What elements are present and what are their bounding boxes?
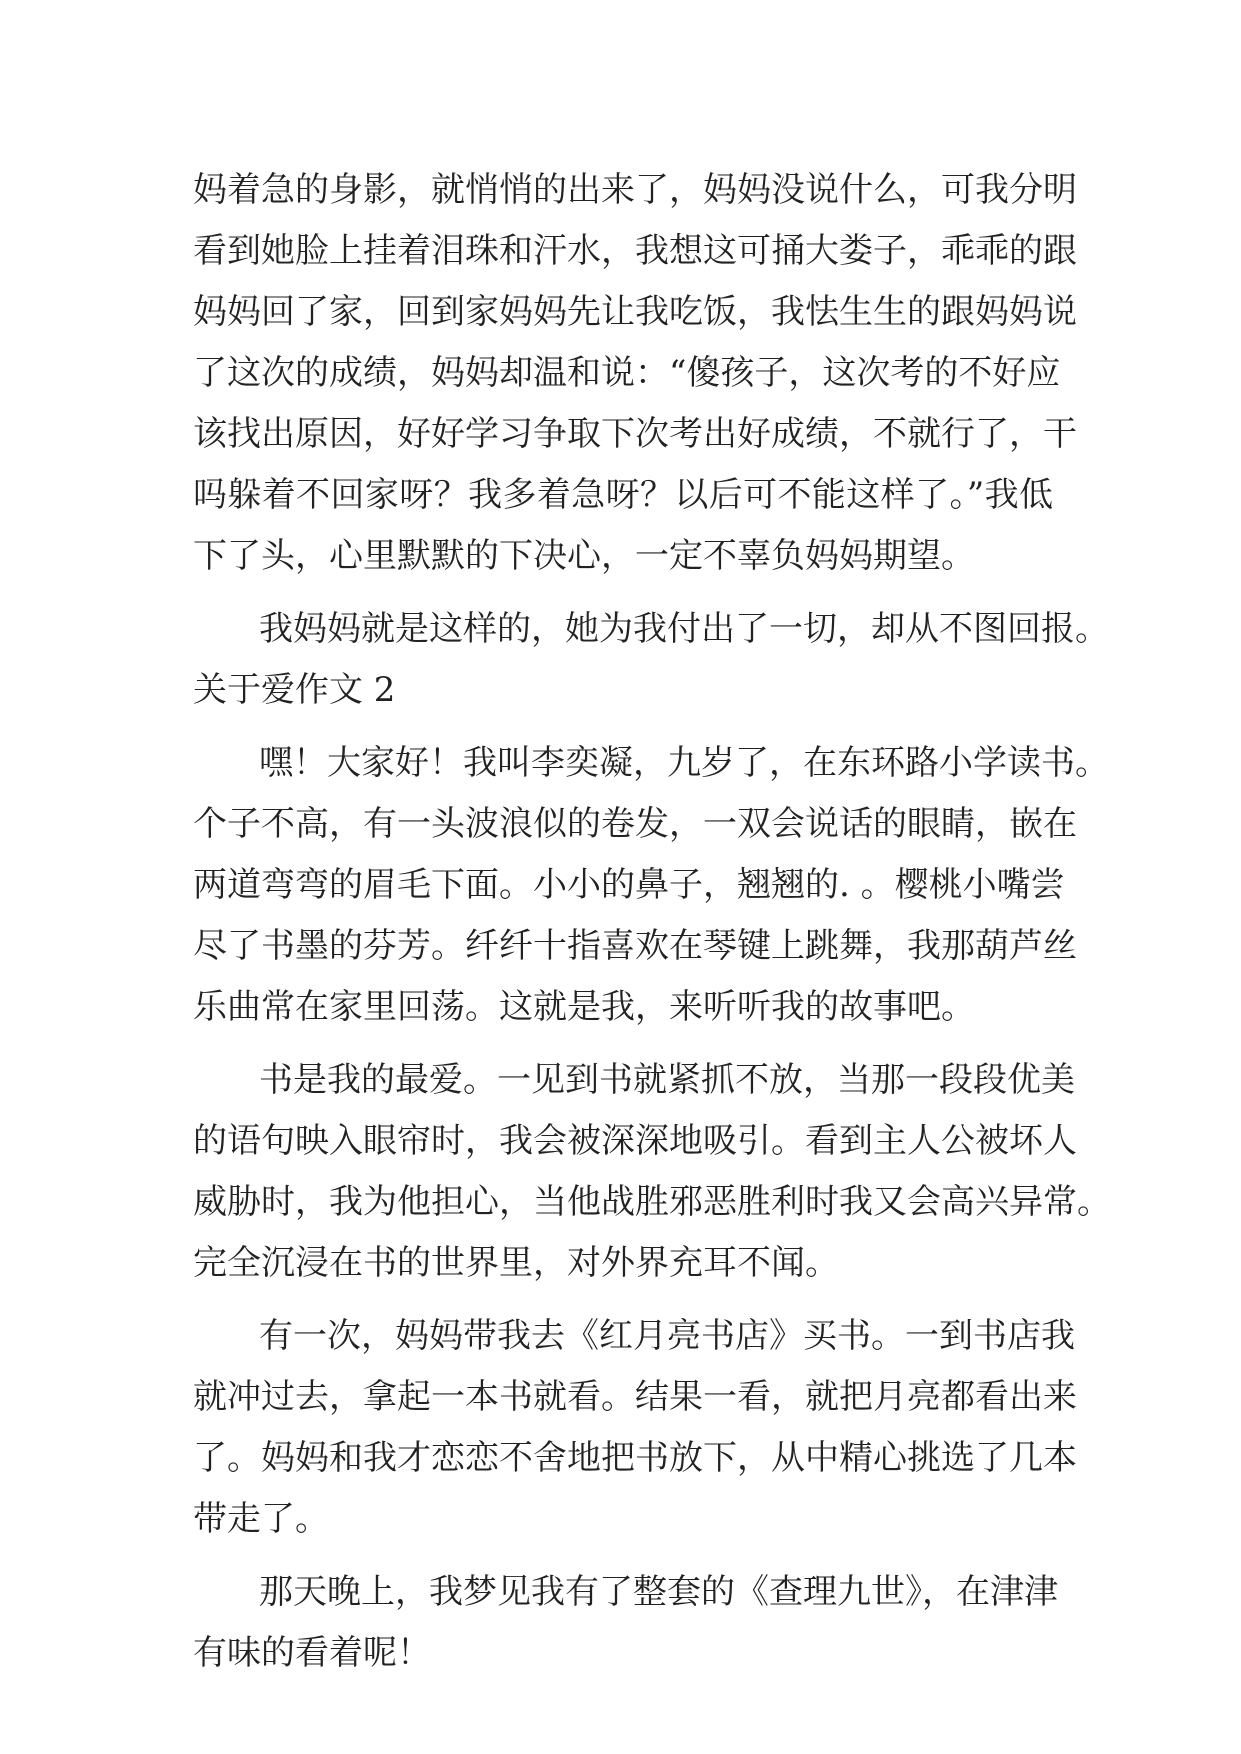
text-line: 有一次，妈妈带我去《红月亮书店》买书。一到书店我 [259, 1316, 1075, 1356]
text-line: 下了头，心里默默的下决心，一定不辜负妈妈期望。 [193, 536, 975, 576]
text-line: 我妈妈就是这样的，她为我付出了一切，却从不图回报。 [259, 609, 1109, 649]
text-line: 嘿！大家好！我叫李奕凝，九岁了，在东环路小学读书。 [259, 743, 1109, 783]
paragraph [193, 733, 1109, 1038]
heading-text: 关于爱作文 2 [193, 670, 396, 710]
text-line: 的语句映入眼帘时，我会被深深地吸引。看到主人公被坏人 [193, 1121, 1077, 1161]
text-line: 看到她脸上挂着泪珠和汗水，我想这可捅大娄子，乖乖的跟 [193, 231, 1077, 271]
text-line: 尽了书墨的芬芳。纤纤十指喜欢在琴键上跳舞，我那葫芦丝 [193, 926, 1077, 966]
text-line: 那天晚上，我梦见我有了整套的《查理九世》，在津津 [259, 1572, 1058, 1612]
text-line: 就冲过去，拿起一本书就看。结果一看，就把月亮都看出来 [193, 1377, 1077, 1417]
text-line: 妈妈回了家，回到家妈妈先让我吃饭，我怯生生的跟妈妈说 [193, 292, 1077, 332]
text-line: 了这次的成绩，妈妈却温和说：“傻孩子，这次考的不好应 [193, 353, 1061, 393]
paragraph [193, 1050, 1111, 1294]
text-line: 带走了。 [193, 1499, 329, 1539]
text-line: 个子不高，有一头波浪似的卷发，一双会说话的眼睛，嵌在 [193, 804, 1077, 844]
text-line: 有味的看着呢！ [193, 1633, 431, 1673]
text-line: 吗躲着不回家呀？我多着急呀？以后可不能这样了。”我低 [193, 475, 1053, 515]
paragraph [193, 160, 1077, 587]
paragraph [193, 1562, 1058, 1684]
text-line: 两道弯弯的眉毛下面。小小的鼻子，翘翘的. 。樱桃小嘴尝 [193, 865, 1065, 905]
text-line: 威胁时，我为他担心，当他战胜邪恶胜利时我又会高兴异常。 [193, 1182, 1111, 1222]
paragraph [193, 1306, 1077, 1550]
text-line: 完全沉浸在书的世界里，对外界充耳不闻。 [193, 1243, 839, 1283]
text-line: 该找出原因，好好学习争取下次考出好成绩，不就行了，干 [193, 414, 1077, 454]
text-line: 乐曲常在家里回荡。这就是我，来听听我的故事吧。 [193, 987, 975, 1027]
section-heading [193, 660, 1053, 721]
text-line: 书是我的最爱。一见到书就紧抓不放，当那一段段优美 [259, 1060, 1075, 1100]
document-body [193, 160, 1111, 1684]
paragraph [193, 599, 1109, 660]
text-line: 妈着急的身影，就悄悄的出来了，妈妈没说什么，可我分明 [193, 170, 1077, 210]
text-line: 了。妈妈和我才恋恋不舍地把书放下，从中精心挑选了几本 [193, 1438, 1077, 1478]
